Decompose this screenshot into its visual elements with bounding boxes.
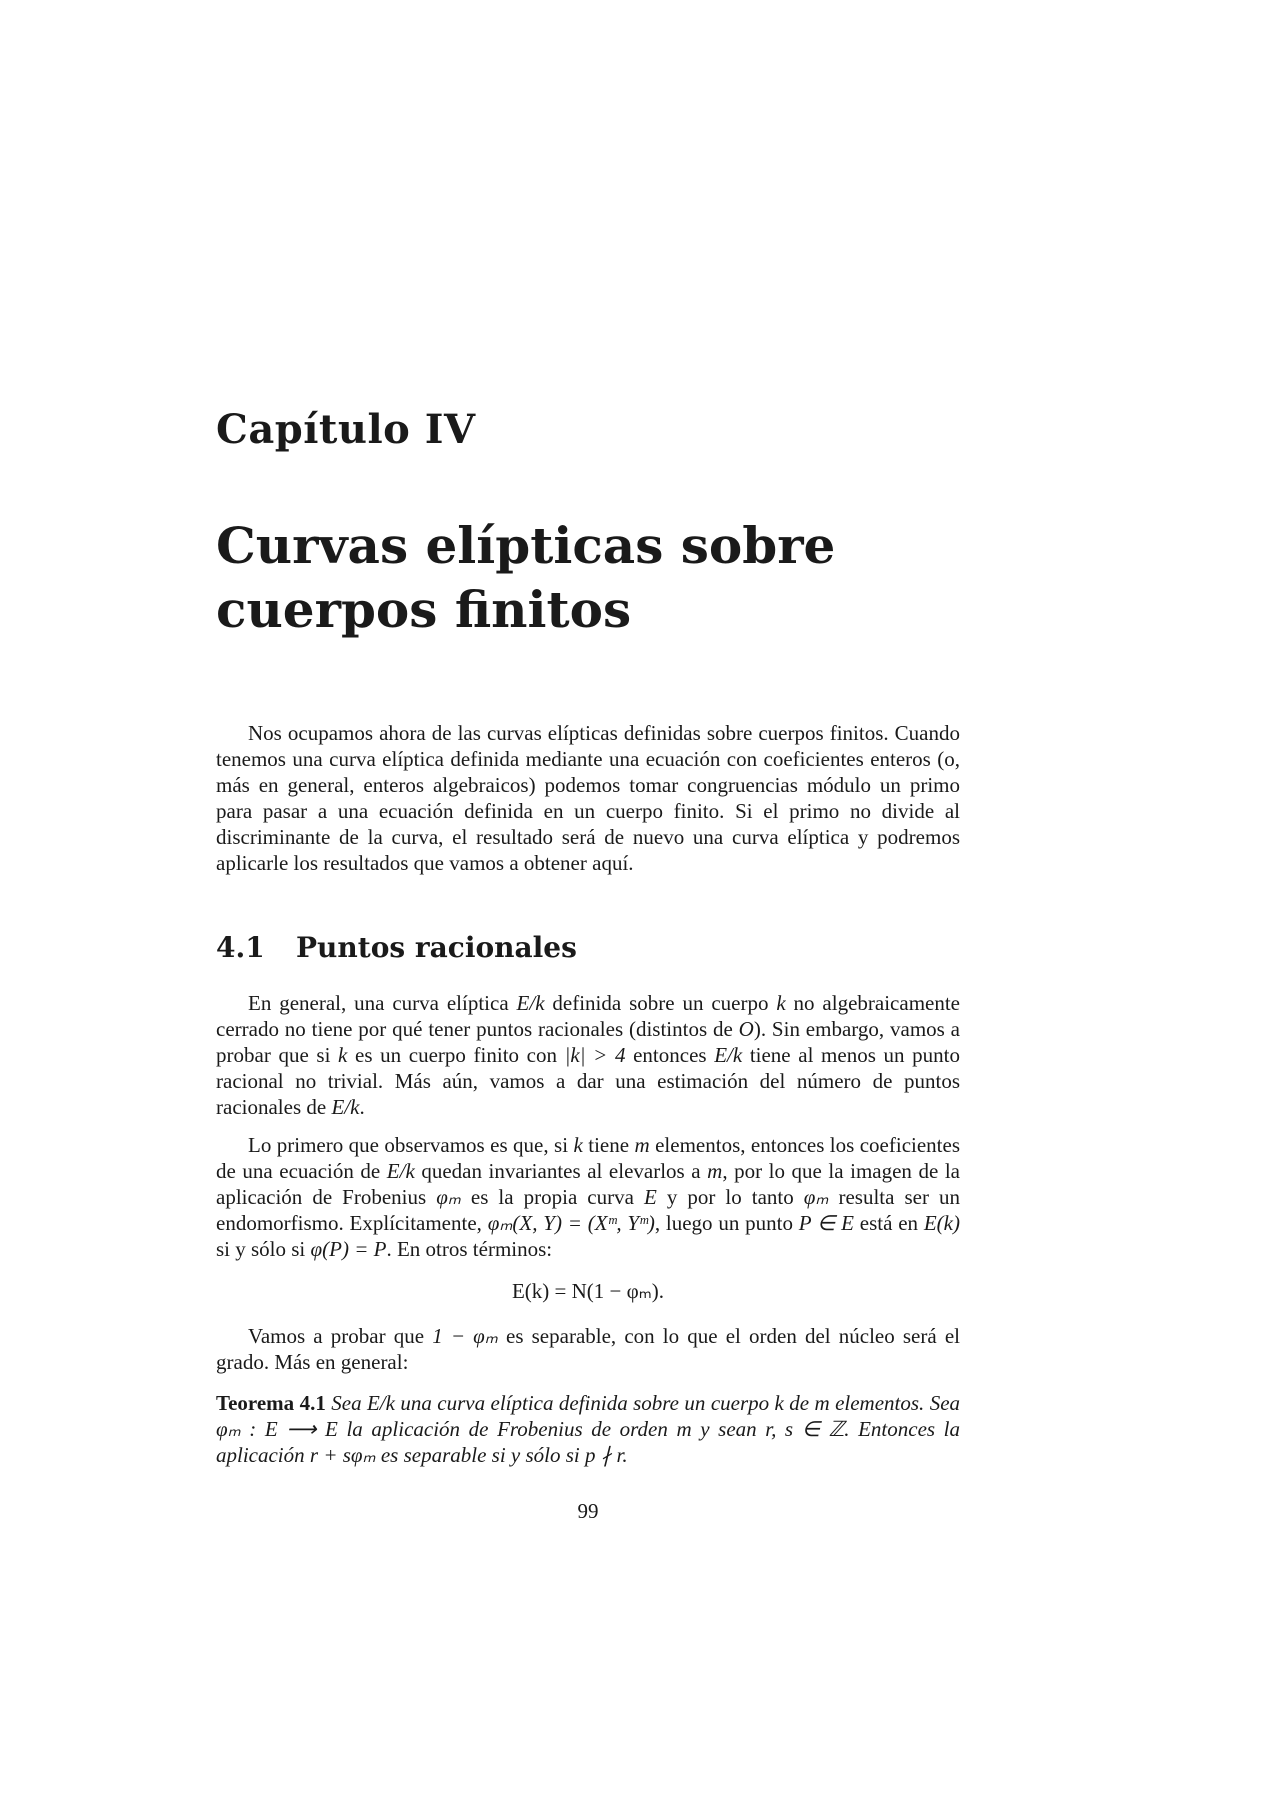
intro-paragraph: Nos ocupamos ahora de las curvas elípticas definidas sobre cuerpos finitos. Cuando tenemos una curva elíptica definida mediante una ecuación con coeficientes enteros (o, más en general, enteros algebraicos) podemos tomar congruencias módulo un primo para pasar a una ecuación definida en un cuerpo finito. Si el primo no divide al discriminante de la curva, el resultado será de nuevo una curva elíptica y podremos aplicarle los resultados que vamos a obtener aquí. (216, 721, 960, 875)
chapter-title (216, 514, 976, 642)
theorem-4-1 (216, 1390, 960, 1468)
section-title: Puntos racionales (296, 931, 577, 964)
page-number: 99 (577, 1499, 599, 1523)
paragraph-rational-points-intro: En general, una curva elíptica E/k definida sobre un cuerpo k no algebraicamente cerrado no tiene por qué tener puntos racionales (distintos de O). Sin embargo, vamos a probar que si k es un cuerpo finito con |k| > 4 entonces E/k tiene al menos un punto racional no trivial. Más aún, vamos a dar una estimación del número de puntos racionales de E/k. (216, 991, 961, 1119)
theorem-label: Teorema 4.1 (216, 1391, 326, 1415)
chapter-label: Capítulo IV (216, 406, 476, 453)
display-equation: E(k) = N(1 − φₘ). (511, 1279, 665, 1303)
paragraph-separable: Vamos a probar que 1 − φₘ es separable, con lo que el orden del núcleo será el grado. Más en general: (216, 1324, 960, 1374)
section-heading (216, 931, 577, 964)
section-number: 4.1 (216, 931, 265, 964)
chapter-title-line-2: cuerpos finitos (216, 580, 632, 639)
chapter-title-line-1: Curvas elípticas sobre (216, 516, 836, 575)
theorem-body: Sea E/k una curva elíptica definida sobre un cuerpo k de m elementos. Sea φₘ : E ⟶ E la aplicación de Frobenius de orden m y sean r, s ∈ ℤ. Entonces la aplicación r + sφₘ es separable si y sólo si p ∤ r. (216, 1391, 961, 1467)
paragraph-frobenius: Lo primero que observamos es que, si k tiene m elementos, entonces los coeficientes de una ecuación de E/k quedan invariantes al elevarlos a m, por lo que la imagen de la aplicación de Frobenius φₘ es la propia curva E y por lo tanto φₘ resulta ser un endomorfismo. Explícitamente, φₘ(X, Y) = (Xᵐ, Yᵐ), luego un punto P ∈ E está en E(k) si y sólo si φ(P) = P. En otros términos: (216, 1133, 961, 1261)
